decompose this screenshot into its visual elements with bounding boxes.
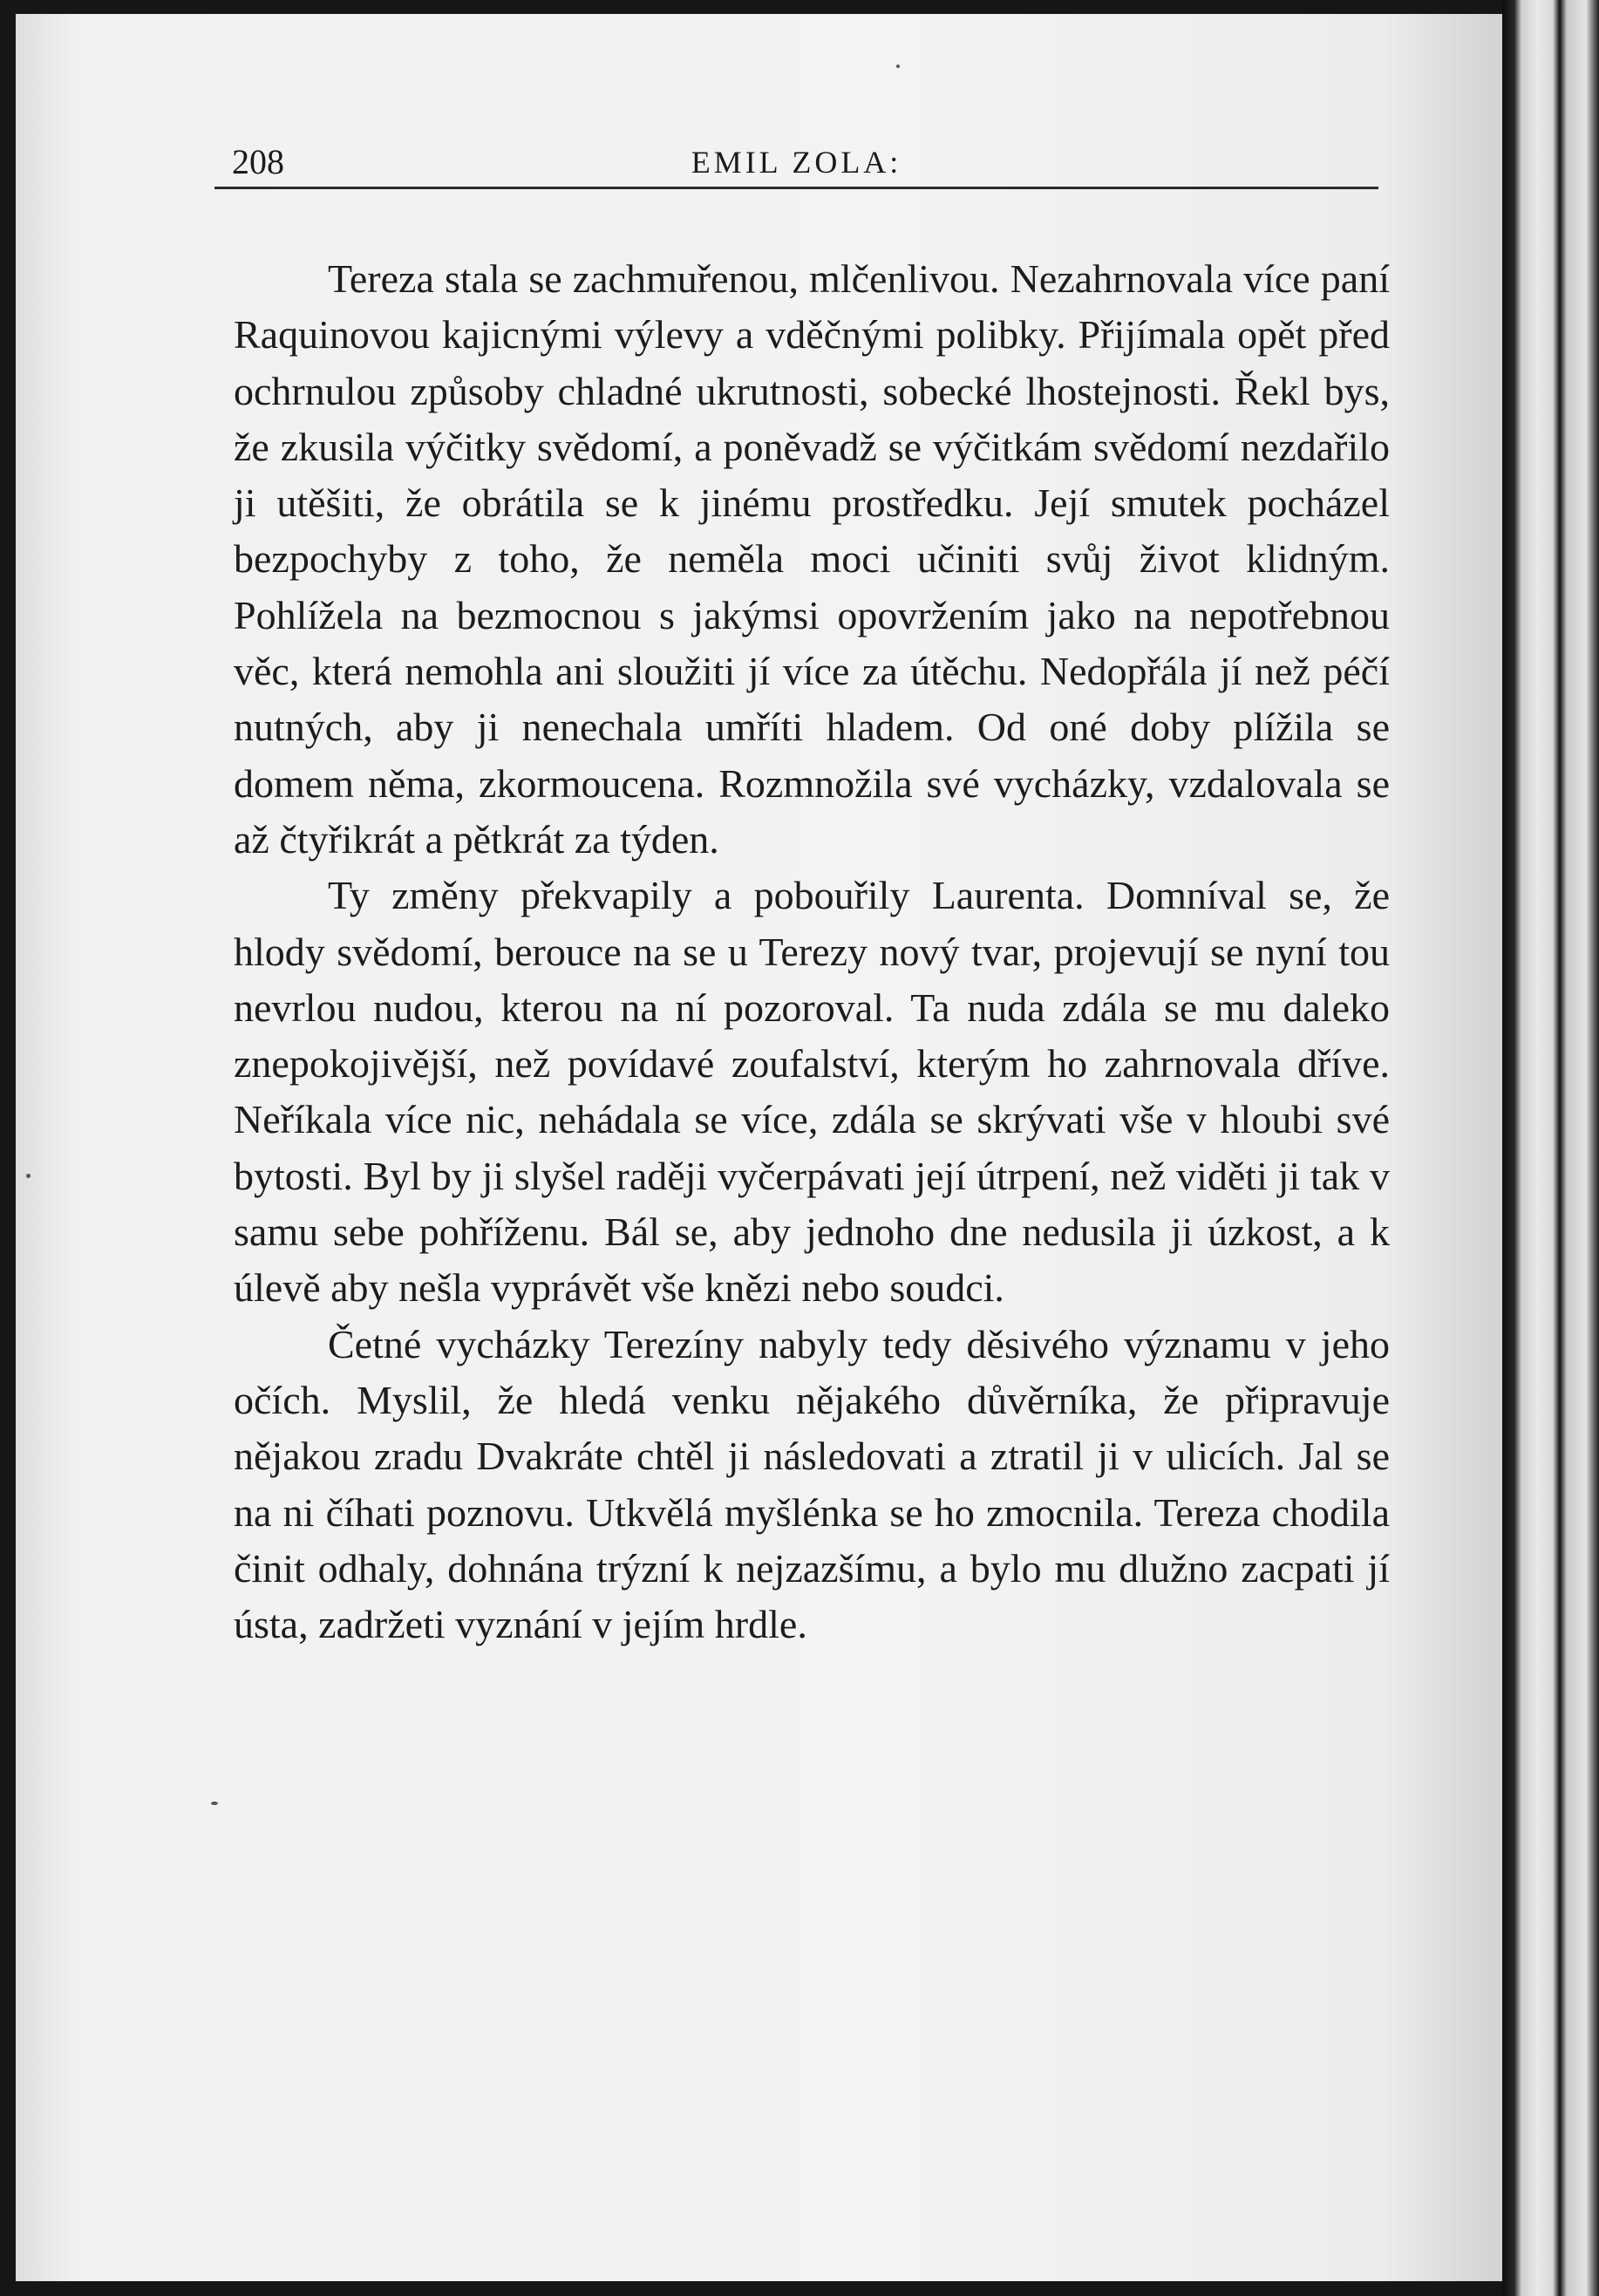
paper-speck — [211, 1802, 218, 1805]
paper-speck — [896, 65, 900, 68]
page-header — [214, 138, 1378, 189]
paragraph: Ty změny překvapily a pobouřily Laurenta. Domníval se, že hlody svědomí, berouce na se u Terezy nový tvar, projevují se nyní tou nevrlou nudou, kterou na ní pozoroval. Ta nuda zdála se mu daleko znepokojivější, než povídavé zoufalství, kterým ho zahrnovala dříve. Neříkala více nic, nehádala se více, zdála se skrývati vše v hloubi své bytosti. Byl by ji slyšel raději vyčerpávati její útrpení, než viděti ji tak v samu sebe pohříženu. Bál se, aby jednoho dne nedusila ji úzkost, a k úlevě aby nešla vyprávět vše knězi nebo soudci. — [234, 873, 1390, 1311]
running-head: EMIL ZOLA: — [691, 145, 902, 180]
book-gutter — [1502, 0, 1599, 2296]
paper-speck — [26, 1174, 31, 1178]
page-number: 208 — [232, 142, 284, 181]
paragraph: Četné vycházky Terezíny nabyly tedy děsivého významu v jeho očích. Myslil, že hledá venku nějakého důvěrníka, že připravuje nějakou zradu Dvakráte chtěl ji následovati a ztratil ji v ulicích. Jal se na ni číhati poznovu. Utkvělá myšlénka se ho zmocnila. Tereza chodila činit odhaly, dohnána trýzní k nejzazšímu, a bylo mu dlužno zacpati jí ústa, zadržeti vyznání v jejím hrdle. — [234, 1321, 1390, 1647]
body-text — [234, 251, 1390, 1652]
paragraph: Tereza stala se zachmuřenou, mlčenlivou. Nezahrnovala více paní Raquinovou kajicnými výlevy a vděčnými polibky. Přijímala opět před ochrnulou způsoby chladné ukrutnosti, sobecké lhostejnosti. Řekl bys, že zkusila výčitky svědomí, a poněvadž se výčitkám svědomí nezdařilo ji utěšiti, že obrátila se k jinému prostředku. Její smutek pocházel bezpochyby z toho, že neměla moci učiniti svůj život klidným. Pohlížela na bezmocnou s jakýmsi opovržením jako na nepotřebnou věc, která nemohla ani sloužiti jí více za útěchu. Nedopřála jí než péčí nutných, aby ji nenechala umříti hladem. Od oné doby plížila se domem němа, zkormoucena. Rozmnožila své vycházky, vzdalovala se až čtyřikrát a pětkrát za týden. — [234, 256, 1390, 862]
